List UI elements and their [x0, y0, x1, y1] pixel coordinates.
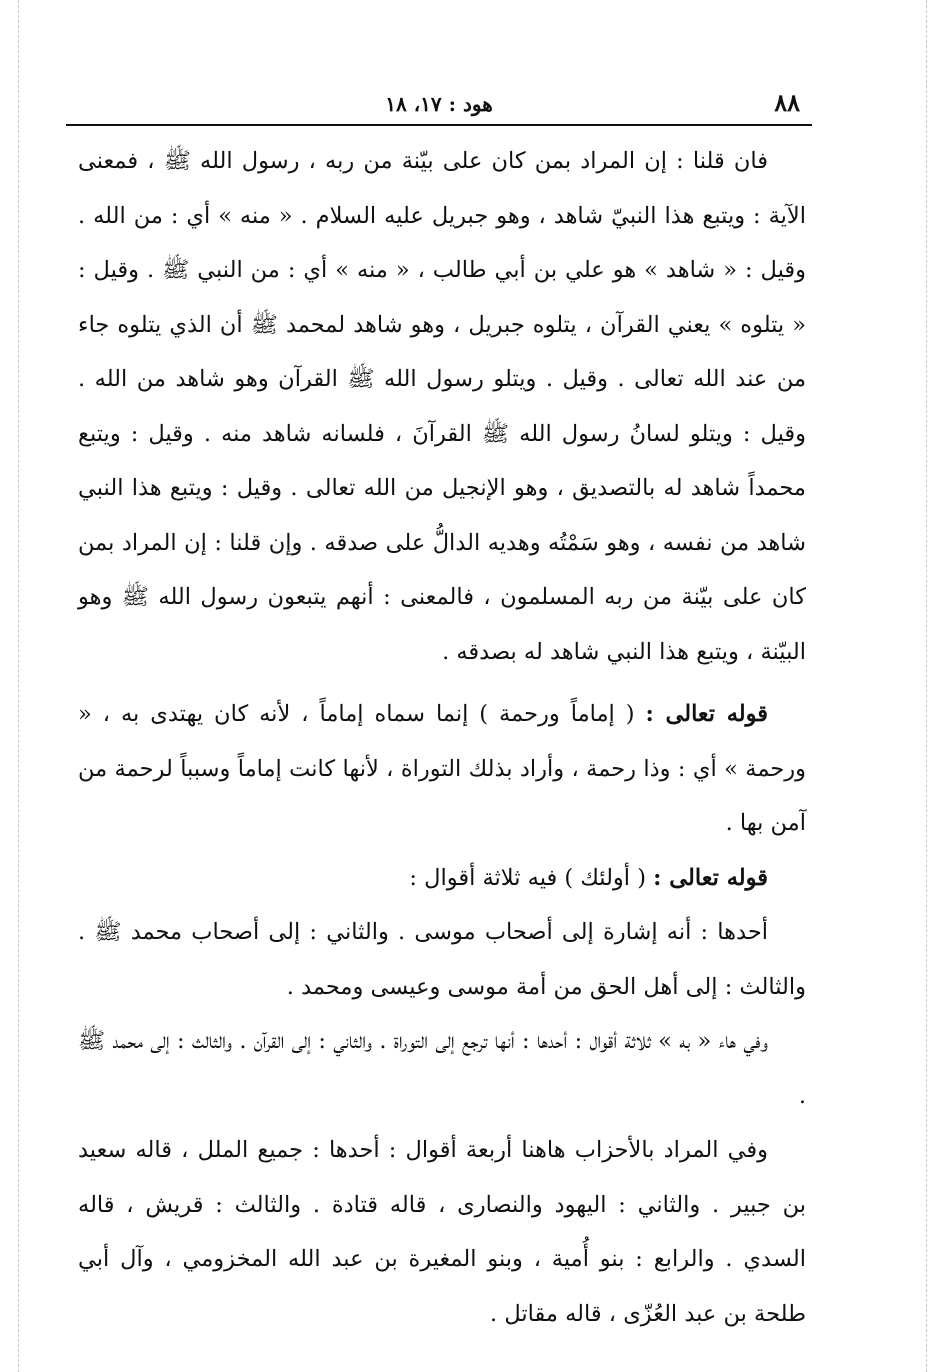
paragraph — [78, 851, 806, 906]
paragraph — [78, 905, 806, 1014]
paragraph — [78, 687, 806, 851]
paragraph-text: ( أولئك ) فيه ثلاثة أقوال : — [409, 864, 654, 891]
paragraph-text: وفي هاء « به » ثلاثة أقوال : أحدها : أنها ترجع إلى التوراة . والثاني : إلى القرآن . والثالث : إلى محمد ﷺ . — [78, 1028, 806, 1109]
scan-edge-line — [926, 0, 927, 1372]
paragraph-text: فان قلنا : إن المراد بمن كان على بيّنة من ربه ، رسول الله ﷺ ، فمعنى الآية : ويتبع هذا النبيّ شاهد ، وهو جبريل عليه السلام . « منه » أي : من الله . وقيل : « شاهد » هو علي بن أبي طالب ، « منه » أي : من النبي ﷺ . وقيل : « يتلوه » يعني القرآن ، يتلوه جبريل ، وهو شاهد لمحمد ﷺ أن الذي يتلوه جاء من عند الله تعالى . وقيل . ويتلو رسول الله ﷺ القرآن وهو شاهد من الله . وقيل : ويتلو لسانُ رسول الله ﷺ القرآنَ ، فلسانه شاهد منه . وقيل : ويتبع محمداً شاهد له بالتصديق ، وهو الإنجيل من الله تعالى . وقيل : ويتبع هذا النبي شاهد من نفسه ، وهو سَمْتُه وهديه الدالُّ على صدقه . وإن قلنا : إن المراد بمن كان على بيّنة من ربه المسلمون ، فالمعنى : أنهم يتبعون رسول الله ﷺ وهو البيّنة ، ويتبع هذا النبي شاهد له بصدقه . — [78, 148, 806, 665]
running-head: هود : ١٧، ١٨ — [385, 92, 493, 116]
paragraph-text: ( إماماً ورحمة ) إنما سماه إماماً ، لأنه كان يهتدى به ، « ورحمة » أي : وذا رحمة ، وأراد بذلك التوراة ، لأنها كانت إماماً وسبباً لرحمة من آمن بها . — [78, 701, 806, 836]
paragraph-lead: قوله تعالى : — [653, 864, 768, 891]
page-header — [66, 86, 812, 122]
paragraph — [78, 1123, 806, 1341]
scan-edge-line — [18, 0, 19, 1372]
body-text — [78, 134, 806, 1341]
paragraph-text: أحدها : أنه إشارة إلى أصحاب موسى . والثاني : إلى أصحاب محمد ﷺ . والثالث : إلى أهل الحق من أمة موسى وعيسى ومحمد . — [78, 919, 806, 1000]
paragraph — [78, 134, 806, 679]
page-number: ٨٨ — [774, 88, 800, 117]
paragraph-lead: قوله تعالى : — [645, 701, 768, 727]
header-rule — [66, 124, 812, 126]
paragraph-text: وفي المراد بالأحزاب هاهنا أربعة أقوال : أحدها : جميع الملل ، قاله سعيد بن جبير . والثاني : اليهود والنصارى ، قاله قتادة . والثالث : قريش ، قاله السدي . والرابع : بنو أُمية ، وبنو المغيرة بن عبد الله المخزومي ، وآل أبي طلحة بن عبد العُزّى ، قاله مقاتل . — [78, 1137, 806, 1327]
paragraph — [78, 1014, 806, 1123]
